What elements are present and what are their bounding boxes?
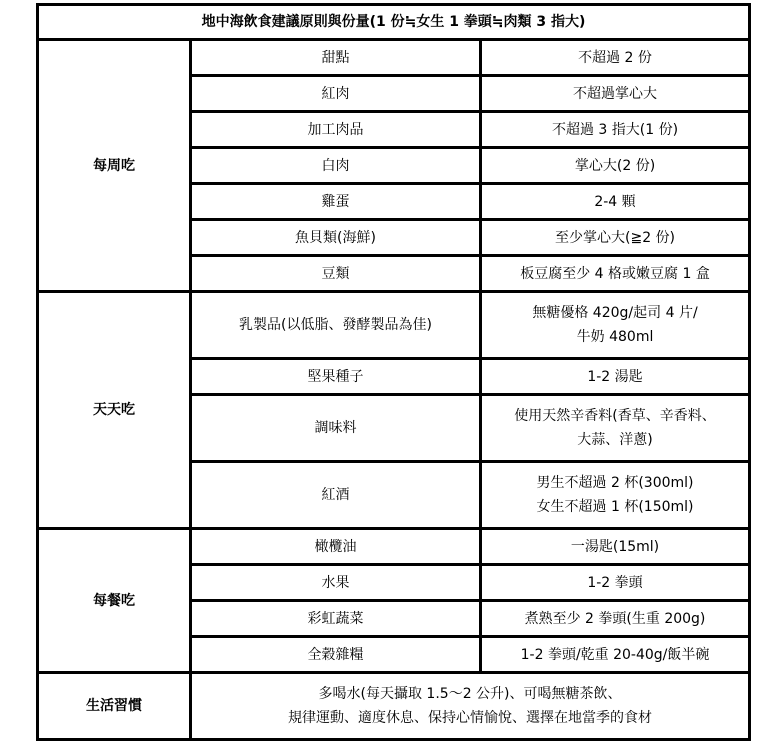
food-cell: 彩虹蔬菜 (192, 602, 479, 635)
amount-line: 女生不超過 1 杯(150ml) (536, 499, 694, 515)
food-cell: 雞蛋 (192, 185, 479, 218)
category-label: 每周吃 (39, 41, 189, 290)
amount-cell (482, 396, 748, 460)
amount-line: 不超過掌心大 (573, 85, 658, 102)
amount-cell (482, 149, 748, 182)
category-label: 每餐吃 (39, 530, 189, 671)
amount-line: 大蒜、洋蔥) (577, 432, 653, 448)
food-cell: 魚貝類(海鮮) (192, 221, 479, 254)
amount-cell (482, 602, 748, 635)
amount-cell (482, 360, 748, 393)
category-label: 生活習慣 (39, 674, 189, 738)
food-cell: 全穀雜糧 (192, 638, 479, 671)
amount-line: 使用天然辛香料(香草、辛香料、 (514, 408, 716, 424)
table-row (39, 530, 748, 563)
lifestyle-line: 規律運動、適度休息、保持心情愉悅、選擇在地當季的食材 (288, 710, 653, 726)
amount-cell (482, 113, 748, 146)
title-row (39, 6, 748, 38)
amount-cell (482, 638, 748, 671)
amount-line: 一湯匙(15ml) (570, 538, 660, 555)
food-cell: 堅果種子 (192, 360, 479, 393)
amount-cell (482, 221, 748, 254)
food-cell: 橄欖油 (192, 530, 479, 563)
food-cell: 調味料 (192, 396, 479, 460)
food-cell: 紅肉 (192, 77, 479, 110)
food-cell: 豆類 (192, 257, 479, 290)
amount-line: 板豆腐至少 4 格或嫩豆腐 1 盒 (520, 265, 710, 282)
food-cell: 水果 (192, 566, 479, 599)
amount-cell (482, 566, 748, 599)
amount-line: 煮熟至少 2 拳頭(生重 200g) (524, 610, 706, 627)
amount-line: 不超過 2 份 (578, 49, 652, 66)
amount-cell (482, 185, 748, 218)
diet-table-container (36, 3, 748, 741)
amount-line: 男生不超過 2 杯(300ml) (536, 475, 694, 491)
amount-cell (482, 293, 748, 357)
food-cell: 乳製品(以低脂、發酵製品為佳) (192, 293, 479, 357)
amount-cell (482, 257, 748, 290)
amount-line: 2-4 顆 (594, 193, 636, 210)
food-cell: 加工肉品 (192, 113, 479, 146)
amount-cell (482, 41, 748, 74)
amount-cell (482, 77, 748, 110)
lifestyle-line: 多喝水(每天攝取 1.5～2 公升)、可喝無糖茶飲、 (318, 686, 622, 702)
amount-cell (482, 463, 748, 527)
amount-line: 牛奶 480ml (576, 329, 654, 345)
food-cell: 紅酒 (192, 463, 479, 527)
food-cell: 甜點 (192, 41, 479, 74)
amount-line: 至少掌心大(≧2 份) (555, 229, 676, 246)
table-row (39, 293, 748, 357)
amount-line: 1-2 拳頭/乾重 20-40g/飯半碗 (520, 646, 710, 663)
table-title: 地中海飲食建議原則與份量(1 份≒女生 1 拳頭≒肉類 3 指大) (39, 6, 748, 38)
lifestyle-cell (192, 674, 748, 738)
amount-line: 掌心大(2 份) (574, 157, 656, 174)
amount-line: 1-2 湯匙 (587, 368, 643, 385)
amount-cell (482, 530, 748, 563)
food-cell: 白肉 (192, 149, 479, 182)
lifestyle-row (39, 674, 748, 738)
amount-line: 無糖優格 420g/起司 4 片/ (532, 305, 698, 321)
category-label: 天天吃 (39, 293, 189, 527)
amount-line: 不超過 3 指大(1 份) (551, 121, 679, 138)
amount-line: 1-2 拳頭 (587, 574, 643, 591)
table-row (39, 41, 748, 74)
mediterranean-diet-table (36, 3, 751, 741)
